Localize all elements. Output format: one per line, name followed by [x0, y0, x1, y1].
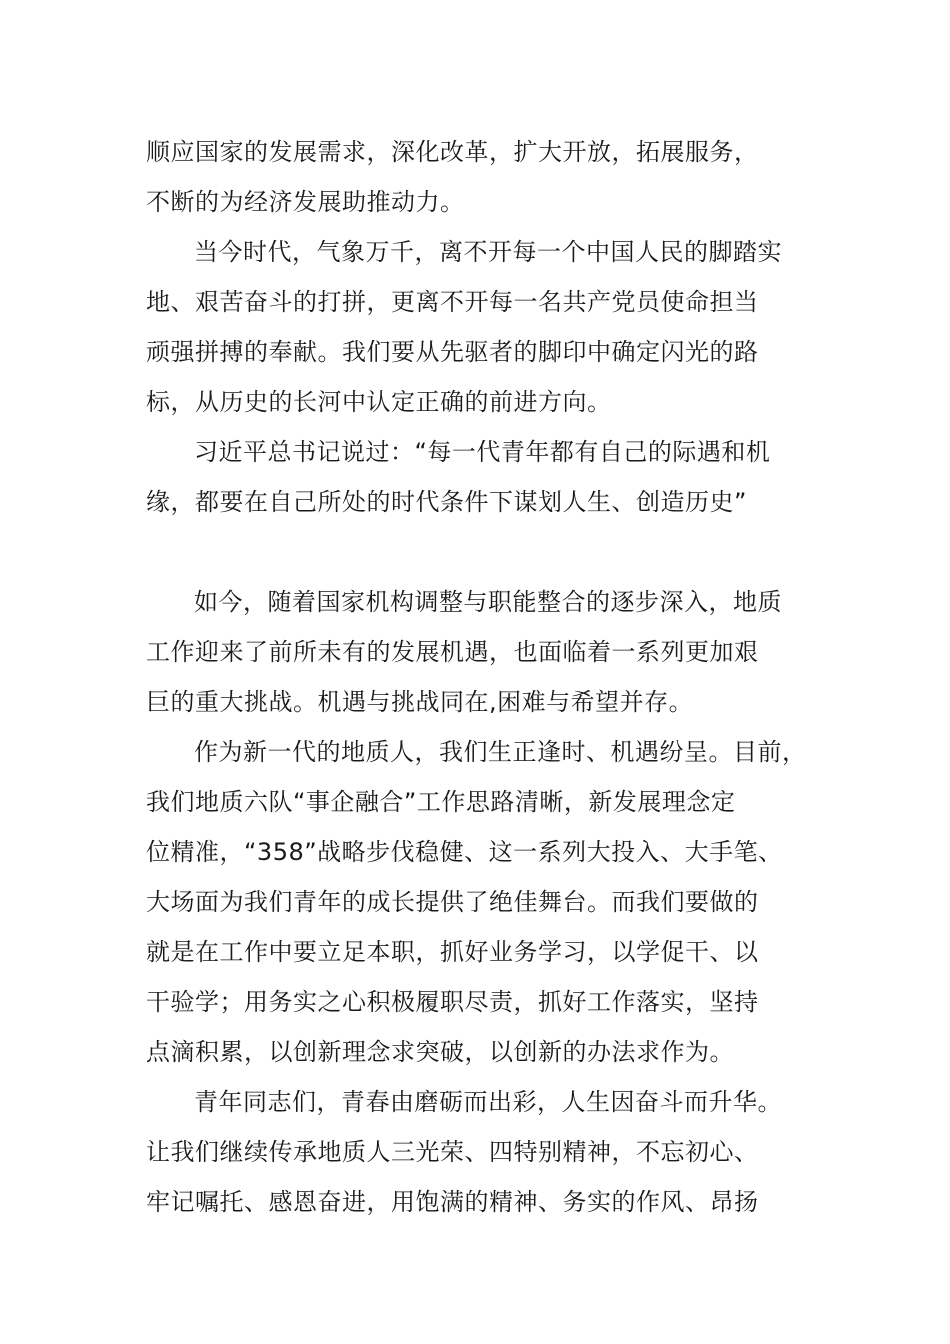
- text-line: 让我们继续传承地质人三光荣、四特别精神，不忘初心、: [146, 1138, 759, 1166]
- text-line: 我们地质六队“事企融合”工作思路清晰，新发展理念定: [146, 788, 736, 816]
- text-line: 不断的为经济发展助推动力。: [146, 188, 465, 216]
- text-line: 位精准，“358”战略步伐稳健、这一系列大投入、大手笔、: [146, 838, 783, 866]
- text-line: 顺应国家的发展需求，深化改革，扩大开放，拓展服务，: [146, 138, 759, 166]
- paragraph-start-line: 青年同志们，青春由磨砺而出彩，人生因奋斗而升华。: [194, 1088, 782, 1116]
- paragraph-start-line: 当今时代，气象万千，离不开每一个中国人民的脚踏实: [194, 238, 782, 266]
- text-line: 缘，都要在自己所处的时代条件下谋划人生、创造历史”: [146, 488, 747, 516]
- text-line: 就是在工作中要立足本职，抓好业务学习，以学促干、以: [146, 938, 759, 966]
- text-line: 顽强拼搏的奉献。我们要从先驱者的脚印中确定闪光的路: [146, 338, 759, 366]
- text-line: 地、艰苦奋斗的打拼，更离不开每一名共产党员使命担当: [146, 288, 759, 316]
- text-line: 工作迎来了前所未有的发展机遇，也面临着一系列更加艰: [146, 638, 759, 666]
- text-line: 巨的重大挑战。机遇与挑战同在,困难与希望并存。: [146, 688, 694, 716]
- paragraph-start-line: 习近平总书记说过：“每一代青年都有自己的际遇和机: [194, 438, 771, 466]
- paragraph-start-line: 如今，随着国家机构调整与职能整合的逐步深入，地质: [194, 588, 782, 616]
- paragraph-start-line: 作为新一代的地质人，我们生正逢时、机遇纷呈。目前，: [194, 738, 807, 766]
- text-line: 牢记嘱托、感恩奋进，用饱满的精神、务实的作风、昂扬: [146, 1188, 759, 1216]
- text-line: 大场面为我们青年的成长提供了绝佳舞台。而我们要做的: [146, 888, 759, 916]
- text-line: 点滴积累，以创新理念求突破，以创新的办法求作为。: [146, 1038, 734, 1066]
- text-line: 干验学；用务实之心积极履职尽责，抓好工作落实，坚持: [146, 988, 759, 1016]
- text-line: 标，从历史的长河中认定正确的前进方向。: [146, 388, 612, 416]
